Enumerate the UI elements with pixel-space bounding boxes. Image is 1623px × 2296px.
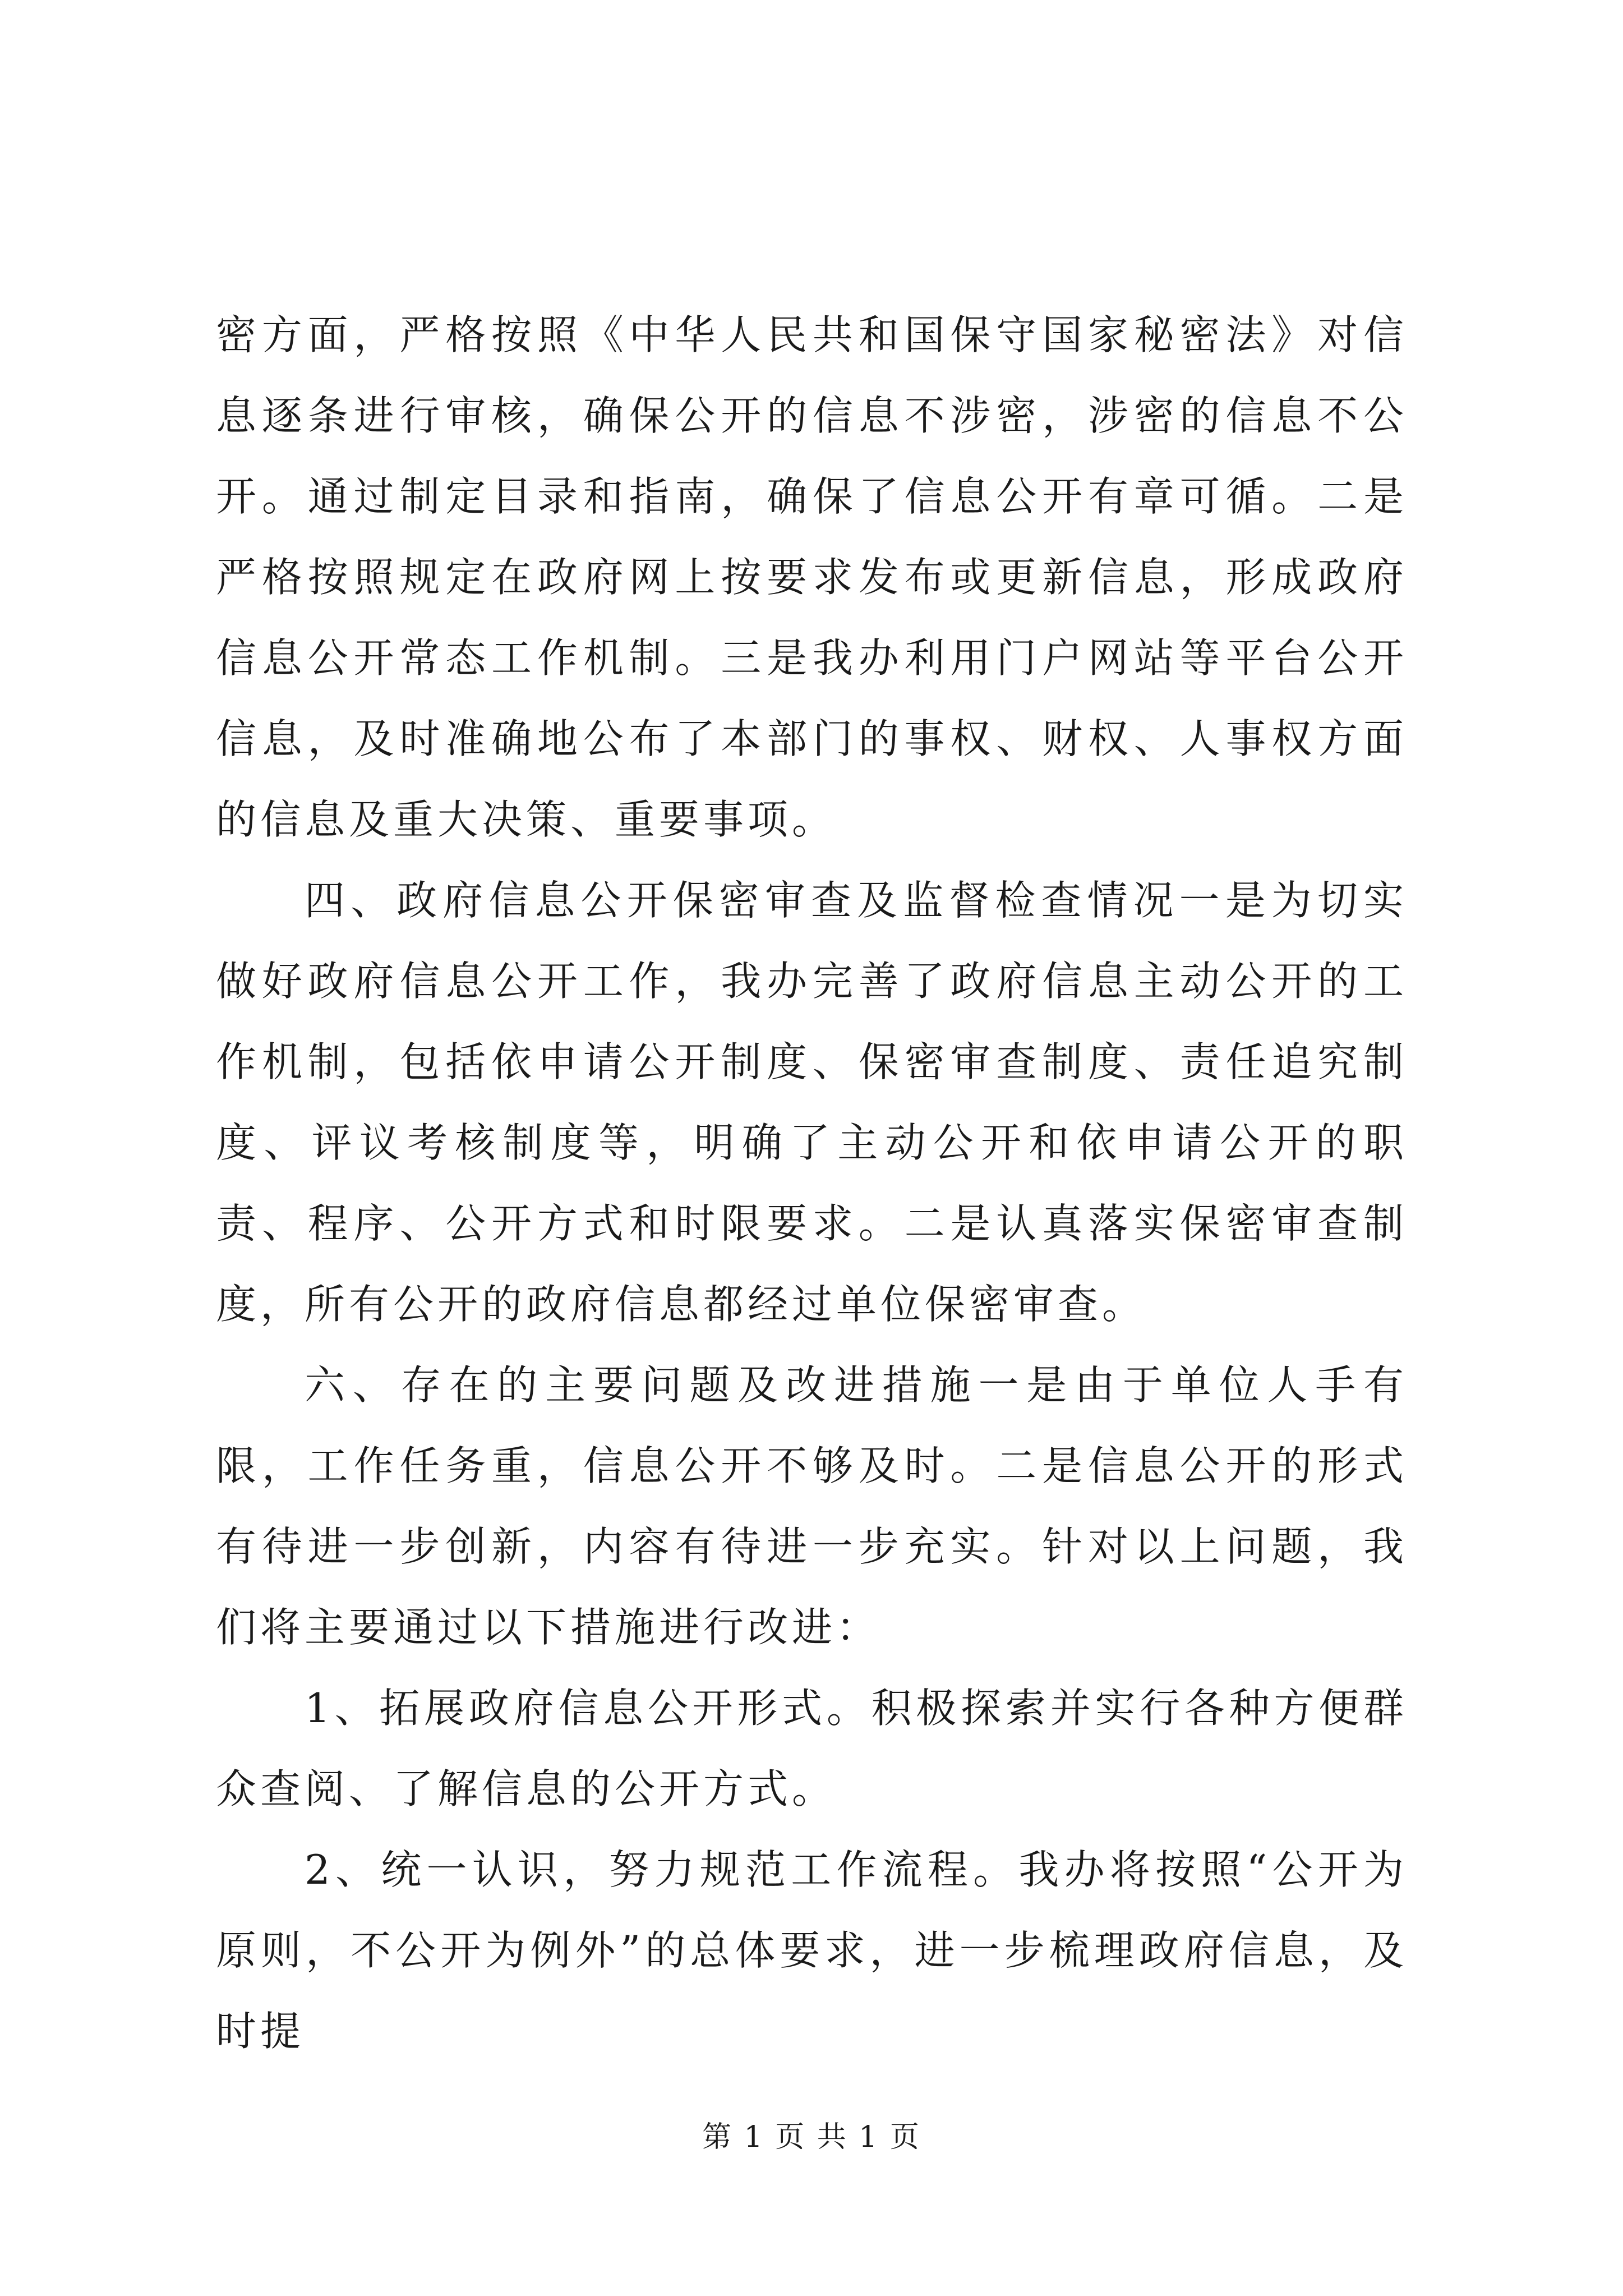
paragraph-4: 1、拓展政府信息公开形式。积极探索并实行各种方便群众查阅、了解信息的公开方式。 (216, 1685, 1408, 1812)
paragraph-5: 2、统一认识，努力规范工作流程。我办将按照“公开为原则，不公开为例外”的总体要求，进一步梳理政府信息，及时提 (216, 1846, 1408, 2055)
document-body (216, 295, 1408, 2072)
paragraph-2: 四、政府信息公开保密审查及监督检查情况一是为切实做好政府信息公开工作，我办完善了政府信息主动公开的工作机制，包括依申请公开制度、保密审查制度、责任追究制度、评议考核制度等，明确了主动公开和依申请公开的职责、程序、公开方式和时限要求。二是认真落实保密审查制度，所有公开的政府信息都经过单位保密审查。 (216, 877, 1408, 1328)
paragraph-3: 六、存在的主要问题及改进措施一是由于单位人手有限，工作任务重，信息公开不够及时。二是信息公开的形式有待进一步创新，内容有待进一步充实。针对以上问题，我们将主要通过以下措施进行改进： (216, 1361, 1408, 1651)
paragraph-1: 密方面，严格按照《中华人民共和国保守国家秘密法》对信息逐条进行审核，确保公开的信息不涉密，涉密的信息不公开。通过制定目录和指南，确保了信息公开有章可循。二是严格按照规定在政府网上按要求发布或更新信息，形成政府信息公开常态工作机制。三是我办利用门户网站等平台公开信息，及时准确地公布了本部门的事权、财权、人事权方面的信息及重大决策、重要事项。 (216, 311, 1408, 843)
page-footer: 第 1 页 共 1 页 (702, 2120, 921, 2154)
